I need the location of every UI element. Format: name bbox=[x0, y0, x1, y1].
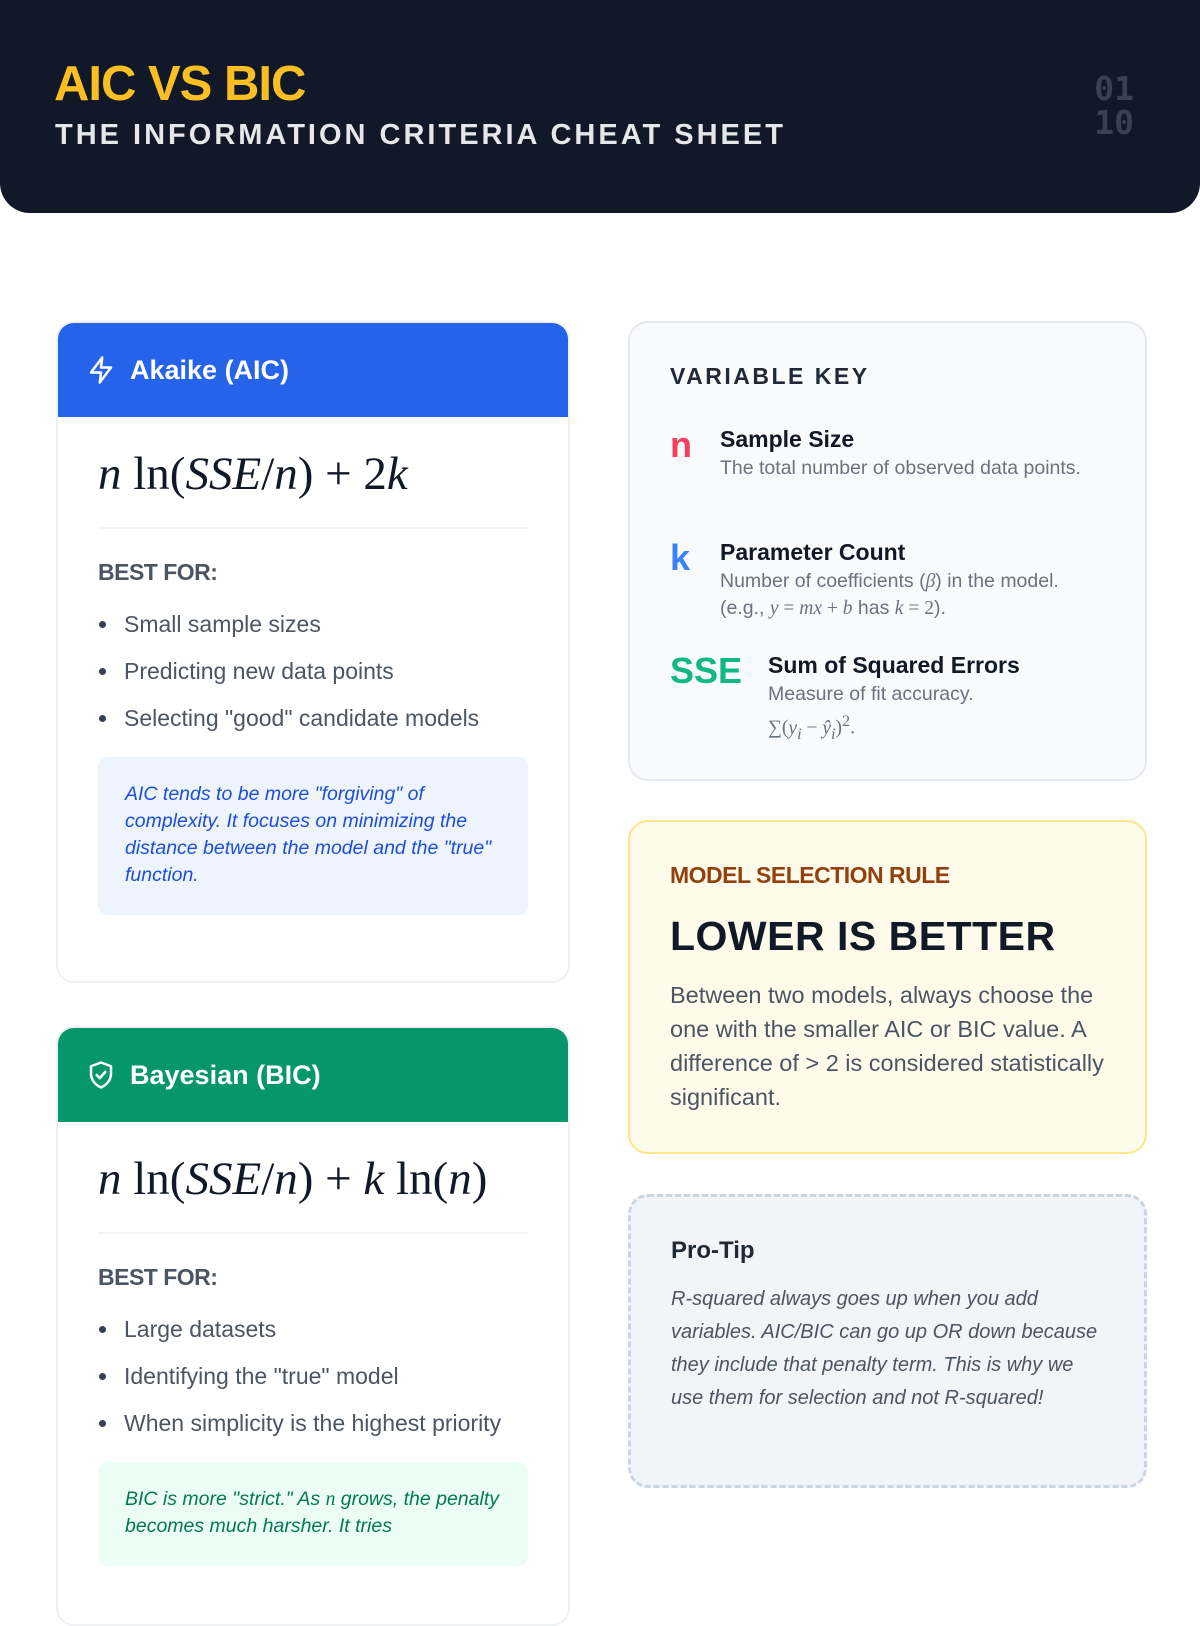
variable-key-row-n bbox=[670, 425, 1100, 482]
pro-tip-title: Pro-Tip bbox=[671, 1237, 755, 1264]
selection-rule-panel bbox=[628, 820, 1147, 1154]
bic-note-var: n bbox=[325, 1489, 336, 1510]
example-k-value: k = 2 bbox=[894, 598, 934, 619]
variable-description: Measure of fit accuracy. bbox=[768, 683, 974, 705]
bic-card-title: Bayesian (BIC) bbox=[130, 1059, 321, 1090]
bic-formula: n ln(SSE/n) + k ln(n) bbox=[98, 1122, 528, 1234]
aic-best-for-label: BEST FOR: bbox=[98, 559, 218, 585]
aic-best-for-list bbox=[98, 608, 528, 735]
binary-decoration bbox=[1094, 69, 1134, 142]
description-end: ) in the model. bbox=[935, 570, 1059, 592]
variable-description bbox=[720, 568, 1110, 622]
variable-name: Parameter Count bbox=[720, 539, 906, 565]
selection-rule-label: MODEL SELECTION RULE bbox=[670, 862, 950, 888]
bic-card-header bbox=[58, 1028, 568, 1122]
lightning-icon bbox=[86, 355, 116, 385]
selection-rule-text: Between two models, always choose the one with the smaller AIC or BIC value. A difference of > 2 is considered statistically significant. bbox=[670, 982, 1104, 1110]
page-subtitle: THE INFORMATION CRITERIA CHEAT SHEET bbox=[55, 119, 786, 151]
variable-name: Sample Size bbox=[720, 426, 855, 452]
variable-symbol: n bbox=[670, 424, 692, 465]
list-item: Selecting "good" candidate models bbox=[98, 702, 528, 735]
pro-tip-text: R-squared always goes up when you add variables. AIC/BIC can go up OR down because they include that penalty term. This is why we use them for selection and not R-squared! bbox=[671, 1288, 1098, 1409]
variable-key-row-k bbox=[670, 538, 1110, 622]
list-item: Large datasets bbox=[98, 1313, 528, 1346]
aic-card bbox=[56, 321, 570, 983]
variable-key-row-sse bbox=[670, 651, 1108, 747]
bic-note bbox=[98, 1462, 528, 1566]
variable-symbol: k bbox=[670, 537, 691, 578]
list-item: Predicting new data points bbox=[98, 655, 528, 688]
binary-line-2: 10 bbox=[1094, 103, 1134, 142]
beta-symbol: β bbox=[925, 571, 936, 592]
variable-key-title: VARIABLE KEY bbox=[670, 363, 870, 389]
example-mid: has bbox=[852, 597, 895, 619]
bic-note-start: BIC is more "strict." As bbox=[125, 1488, 326, 1510]
aic-card-title: Akaike (AIC) bbox=[130, 354, 290, 385]
variable-symbol: SSE bbox=[670, 650, 743, 691]
shield-check-icon bbox=[86, 1060, 116, 1090]
variable-name: Sum of Squared Errors bbox=[768, 652, 1020, 678]
list-item: Small sample sizes bbox=[98, 608, 528, 641]
aic-formula: n ln(SSE/n) + 2k bbox=[98, 417, 528, 529]
selection-rule-headline: LOWER IS BETTER bbox=[670, 913, 1056, 959]
list-item: Identifying the "true" model bbox=[98, 1360, 528, 1393]
bic-best-for-list bbox=[98, 1313, 528, 1440]
binary-line-1: 01 bbox=[1094, 69, 1134, 108]
sse-formula: $\sum(y_i$ − $ŷ_i)^2$. bbox=[768, 712, 855, 743]
variable-description: The total number of observed data points. bbox=[720, 457, 1081, 479]
aic-note: AIC tends to be more "forgiving" of complexity. It focuses on minimizing the distance between the model and the "true" function. bbox=[98, 757, 528, 915]
list-item: When simplicity is the highest priority bbox=[98, 1407, 528, 1440]
pro-tip-panel bbox=[628, 1194, 1147, 1488]
header-banner bbox=[0, 0, 1200, 213]
description-start: Number of coefficients ( bbox=[720, 570, 926, 592]
bic-best-for-label: BEST FOR: bbox=[98, 1264, 218, 1290]
example-prefix: (e.g., bbox=[720, 597, 770, 619]
example-equation: y = mx + b bbox=[769, 598, 853, 619]
variable-key-panel bbox=[628, 321, 1147, 781]
page-title: AIC VS BIC bbox=[54, 57, 306, 111]
bic-card bbox=[56, 1026, 570, 1626]
aic-card-header bbox=[58, 323, 568, 417]
bic-note-end: grows, the penalty becomes much harsher. It tries bbox=[125, 1488, 499, 1537]
example-suffix: ). bbox=[933, 597, 946, 619]
